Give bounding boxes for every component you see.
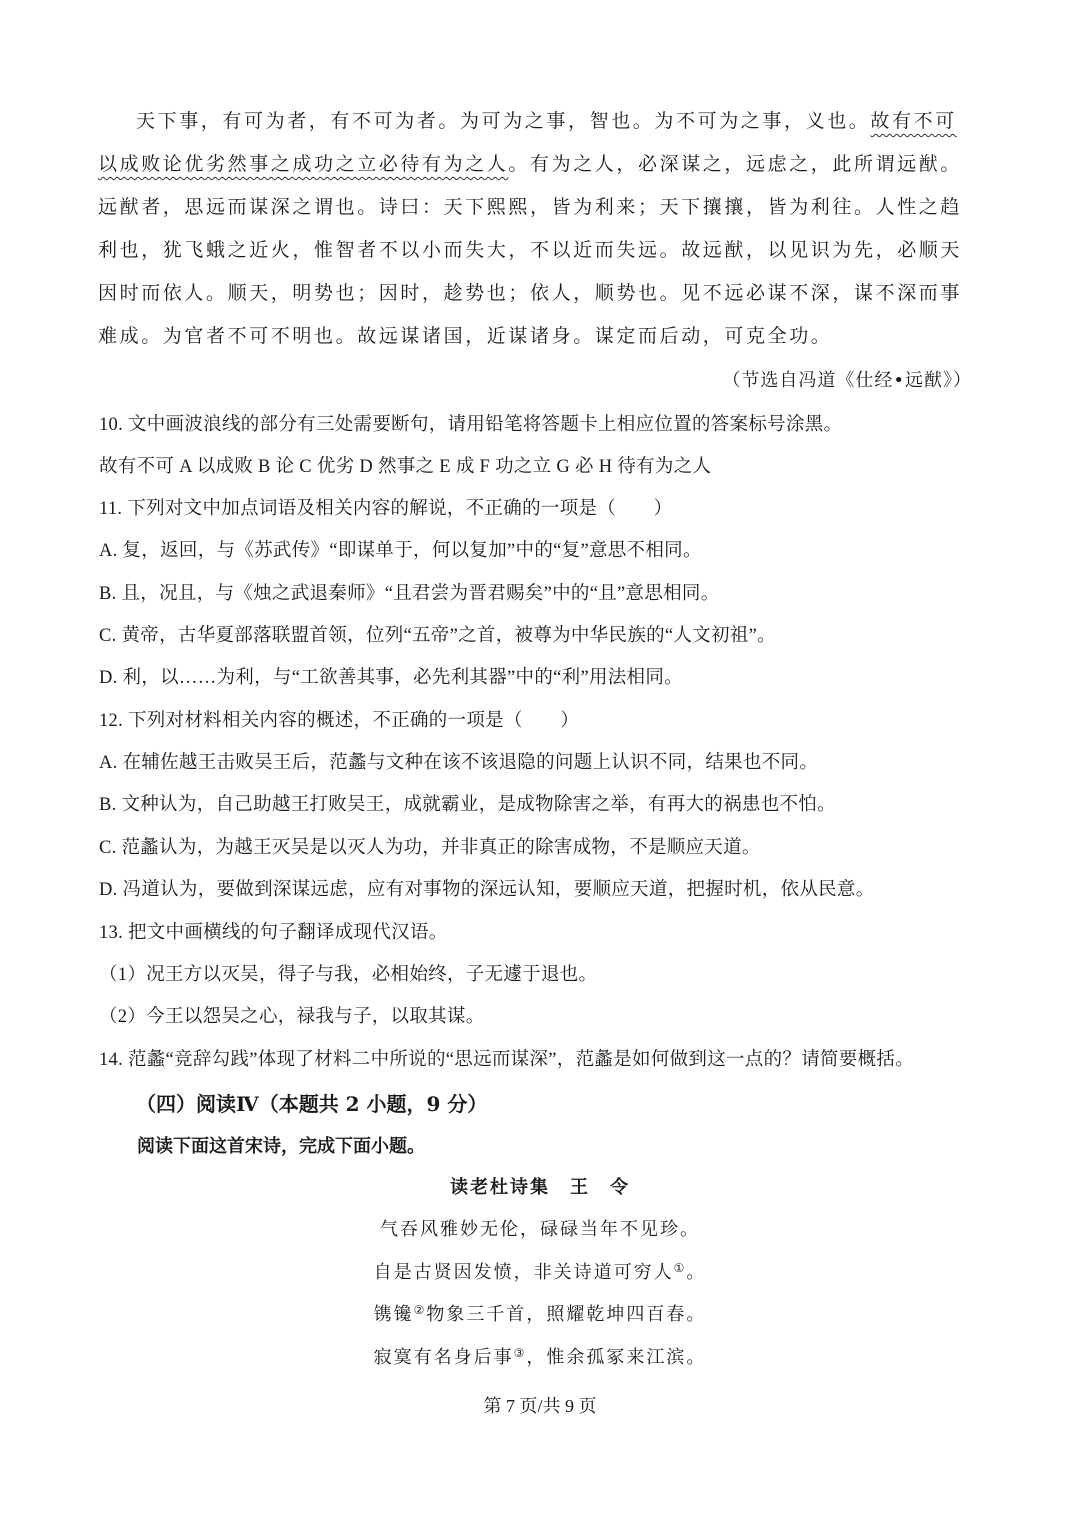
question-11-option-c: C. 黄帝，古华夏部落联盟首领，位列“五帝”之首，被尊为中华民族的“人文初祖”。 — [99, 626, 776, 646]
page-number: 第 7 页/共 9 页 — [483, 1396, 597, 1416]
question-14: 14. 范蠡“竞辞勾践”体现了材料二中所说的“思远而谋深”，范蠡是如何做到这一点的？请简要概括。 — [99, 1050, 914, 1070]
question-11-option-d: D. 利，以……为利，与“工欲善其事，必先利其器”中的“利”用法相同。 — [99, 668, 683, 688]
passage-source: （节选自冯道《仕经•远猷》） — [722, 370, 972, 391]
question-11-option-b: B. 且，况且，与《烛之武退秦师》“且君尝为晋君赐矣”中的“且”意思相同。 — [99, 584, 720, 604]
question-11-option-a: A. 复，返回，与《苏武传》“即谋单于，何以复加”中的“复”意思不相同。 — [99, 541, 702, 561]
passage-rest: 。有为之人，必深谋之，远虑之，此所谓远猷。远猷者，思远而谋深之谓也。诗曰：天下熙熙，皆为利来；天下攘攘，皆为利往。人性之趋利也，犹飞蛾之近火，惟智者不以小而失大，不以近而失远。故远猷，以见识为先，必顺天因时而依人。顺天，明势也；因时，趁势也；依人，顺势也。见不远必谋不深，谋不深而事难成。为官者不可不明也。故远谋诸国，近谋诸身。谋定而后动，可克全功。 — [98, 153, 963, 347]
question-10-sentence: 故有不可 A 以成败 B 论 C 优劣 D 然事之 E 成 F 功之立 G 必 H 待有为之人 — [99, 457, 712, 477]
question-12: 12. 下列对材料相关内容的概述，不正确的一项是（ ） — [99, 711, 580, 731]
question-12-option-d: D. 冯道认为，要做到深谋远虑，应有对事物的深远认知，要顺应天道，把握时机，依从民意。 — [99, 880, 875, 900]
footnote-marker-3: ③ — [513, 1346, 527, 1360]
poem-line-2: 自是古贤因发愤，非关诗道可穷人①。 — [373, 1261, 707, 1283]
poem-title: 读老杜诗集 王 令 — [450, 1177, 630, 1198]
question-12-option-a: A. 在辅佐越王击败吴王后，范蠡与文种在该不该退隐的问题上认识不同，结果也不同。 — [99, 753, 819, 773]
question-12-option-c: C. 范蠡认为，为越王灭吴是以灭人为功，并非真正的除害成物，不是顺应天道。 — [99, 838, 761, 858]
poem-line-3: 镌镵②物象三千首，照耀乾坤四百春。 — [373, 1303, 707, 1325]
wavy-underlined-text: 故有不可以成败论优劣然事之成功之立必待有为之人 — [98, 110, 957, 175]
question-13: 13. 把文中画横线的句子翻译成现代汉语。 — [99, 923, 448, 943]
question-13-part-2: （2）今王以怨吴之心，禄我与子，以取其谋。 — [99, 1007, 485, 1027]
section-instruction: 阅读下面这首宋诗，完成下面小题。 — [137, 1136, 425, 1157]
poem-line-4: 寂寞有名身后事③，惟余孤冢来江滨。 — [373, 1346, 707, 1368]
passage-intro: 天下事，有可为者，有不可为者。为可为之事，智也。为不可为之事，义也。 — [136, 110, 871, 132]
question-12-option-b: B. 文种认为，自己助越王打败吴王，成就霸业，是成物除害之举，有再大的祸患也不怕。 — [99, 795, 836, 815]
classical-passage — [98, 100, 978, 358]
footnote-marker-2: ② — [413, 1303, 427, 1317]
question-10: 10. 文中画波浪线的部分有三处需要断句，请用铅笔将答题卡上相应位置的答案标号涂黑。 — [99, 415, 843, 435]
question-13-part-1: （1）况王方以灭吴，得子与我，必相始终，子无遽于退也。 — [99, 965, 598, 985]
poem-line-1: 气吞风雅妙无伦，碌碌当年不见珍。 — [380, 1219, 700, 1240]
section-heading: （四）阅读Ⅳ（本题共 2 小题，9 分） — [136, 1092, 488, 1116]
footnote-marker-1: ① — [673, 1261, 687, 1275]
question-11: 11. 下列对文中加点词语及相关内容的解说，不正确的一项是（ ） — [99, 499, 673, 519]
